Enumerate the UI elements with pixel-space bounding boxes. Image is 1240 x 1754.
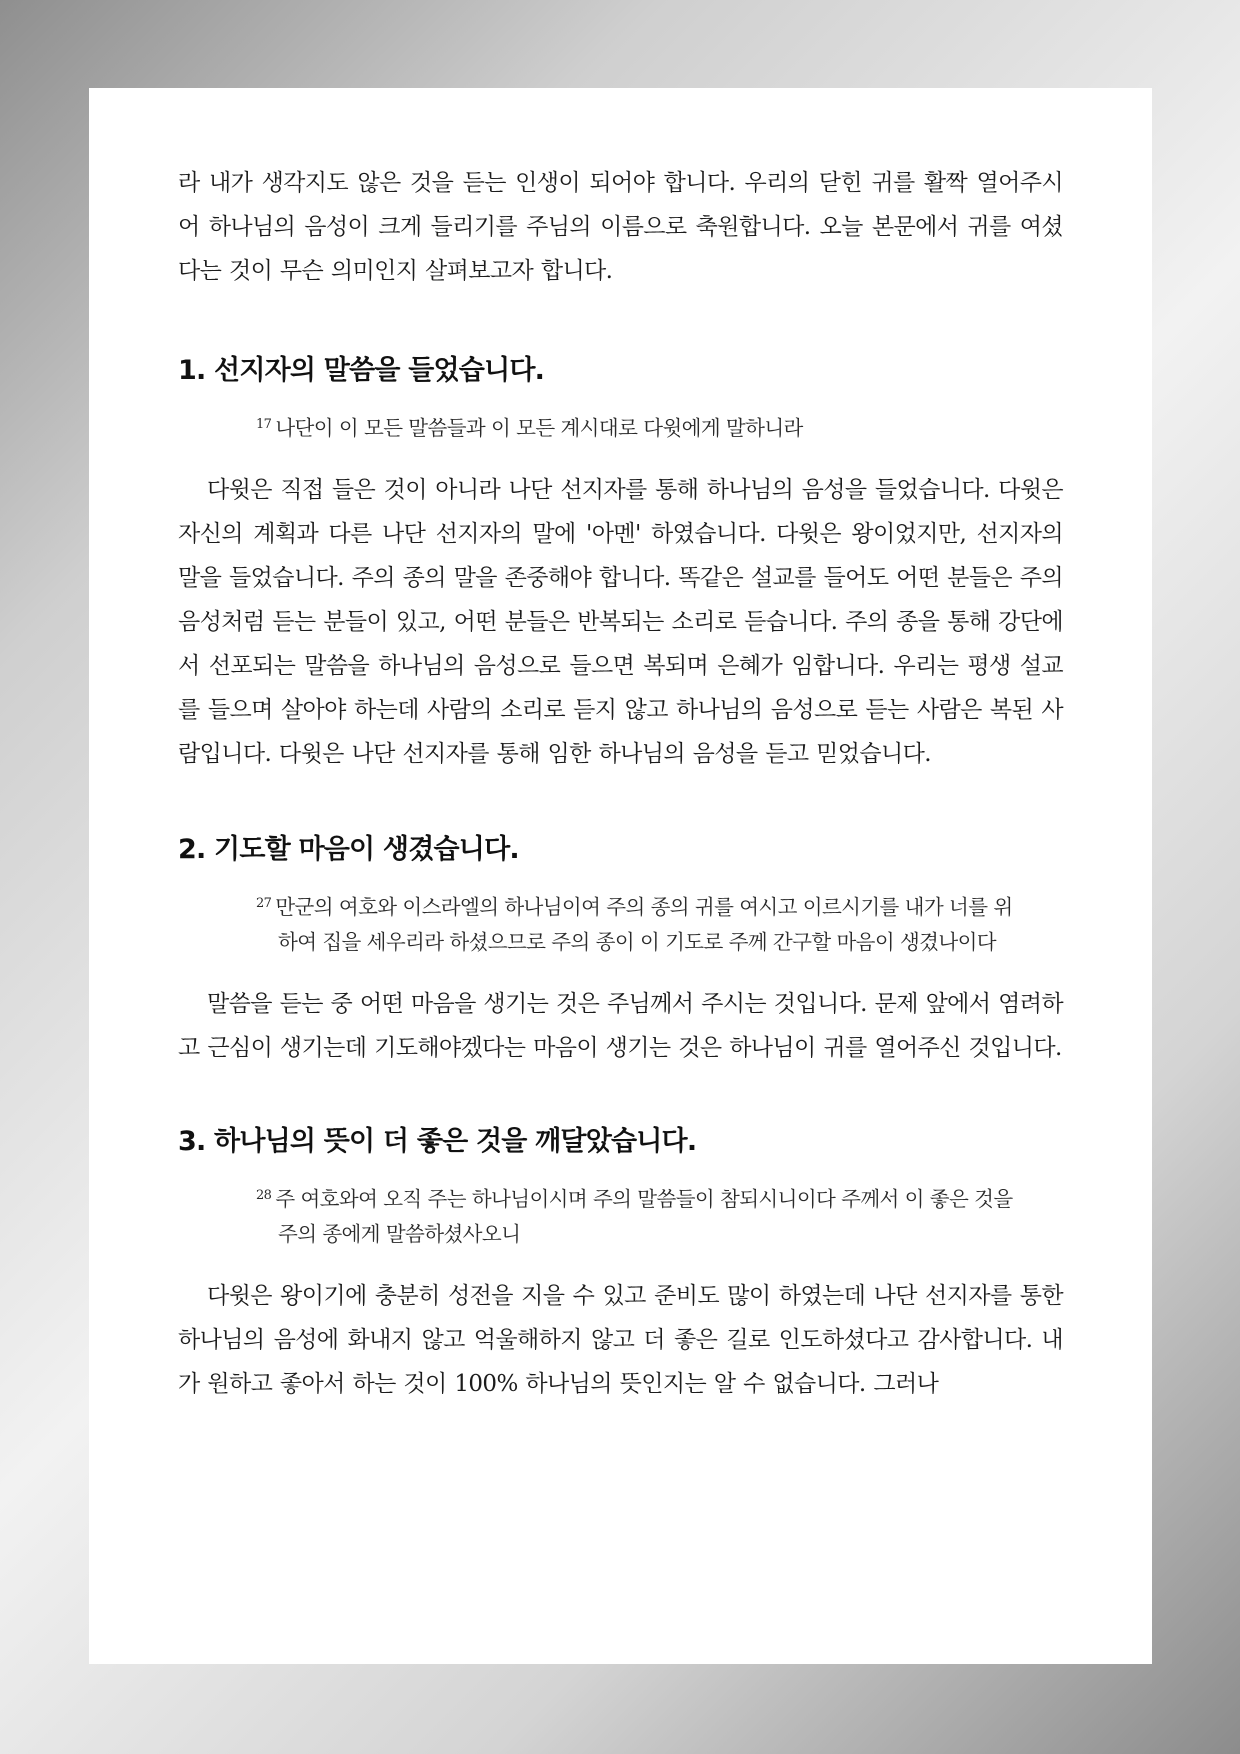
section-3-verse (256, 1182, 1018, 1252)
section-1-body: 다윗은 직접 들은 것이 아니라 나단 선지자를 통해 하나님의 음성을 들었습니다. 다윗은 자신의 계획과 다른 나단 선지자의 말에 '아멘' 하였습니다. 다윗은 왕이었지만, 선지자의 말을 들었습니다. 주의 종의 말을 존중해야 합니다. 똑같은 설교를 들어도 어떤 분들은 주의 음성처럼 듣는 분들이 있고, 어떤 분들은 반복되는 소리로 듣습니다. 주의 종을 통해 강단에서 선포되는 말씀을 하나님의 음성으로 들으면 복되며 은혜가 임합니다. 우리는 평생 설교를 들으며 살아야 하는데 사람의 소리로 듣지 않고 하나님의 음성으로 듣는 사람은 복된 사람입니다. 다윗은 나단 선지자를 통해 임한 하나님의 음성을 듣고 믿었습니다. (178, 477, 1063, 767)
verse-text: 주 여호와여 오직 주는 하나님이시며 주의 말씀들이 참되시니이다 주께서 이 좋은 것을 주의 종에게 말씀하셨사오니 (275, 1187, 1013, 1246)
section-2-heading: 2. 기도할 마음이 생겼습니다. (178, 834, 519, 865)
verse-number: 28 (256, 1188, 272, 1203)
verse-text: 만군의 여호와 이스라엘의 하나님이여 주의 종의 귀를 여시고 이르시기를 내가 너를 위하여 집을 세우리라 하셨으므로 주의 종이 이 기도로 주께 간구할 마음이 생겼나이다 (275, 895, 1013, 954)
section-2-body: 말씀을 듣는 중 어떤 마음을 생기는 것은 주님께서 주시는 것입니다. 문제 앞에서 염려하고 근심이 생기는데 기도해야겠다는 마음이 생기는 것은 하나님이 귀를 열어주신 것입니다. (178, 991, 1063, 1061)
section-1-verse (256, 411, 1018, 446)
verse-text: 나단이 이 모든 말씀들과 이 모든 계시대로 다윗에게 말하니라 (275, 416, 803, 440)
section-2-verse (256, 890, 1018, 960)
section-3-heading: 3. 하나님의 뜻이 더 좋은 것을 깨달았습니다. (178, 1126, 697, 1157)
section-1-heading: 1. 선지자의 말씀을 들었습니다. (178, 355, 545, 386)
document-page (89, 88, 1152, 1664)
verse-number: 17 (256, 417, 272, 432)
section-3-body: 다윗은 왕이기에 충분히 성전을 지을 수 있고 준비도 많이 하였는데 나단 선지자를 통한 하나님의 음성에 화내지 않고 억울해하지 않고 더 좋은 길로 인도하셨다고 감사합니다. 내가 원하고 좋아서 하는 것이 100% 하나님의 뜻인지는 알 수 없습니다. 그러나 (178, 1283, 1063, 1397)
verse-number: 27 (256, 896, 272, 911)
page-content (178, 161, 1063, 1406)
intro-paragraph: 라 내가 생각지도 않은 것을 듣는 인생이 되어야 합니다. 우리의 닫힌 귀를 활짝 열어주시어 하나님의 음성이 크게 들리기를 주님의 이름으로 축원합니다. 오늘 본문에서 귀를 여셨다는 것이 무슨 의미인지 살펴보고자 합니다. (178, 170, 1063, 284)
